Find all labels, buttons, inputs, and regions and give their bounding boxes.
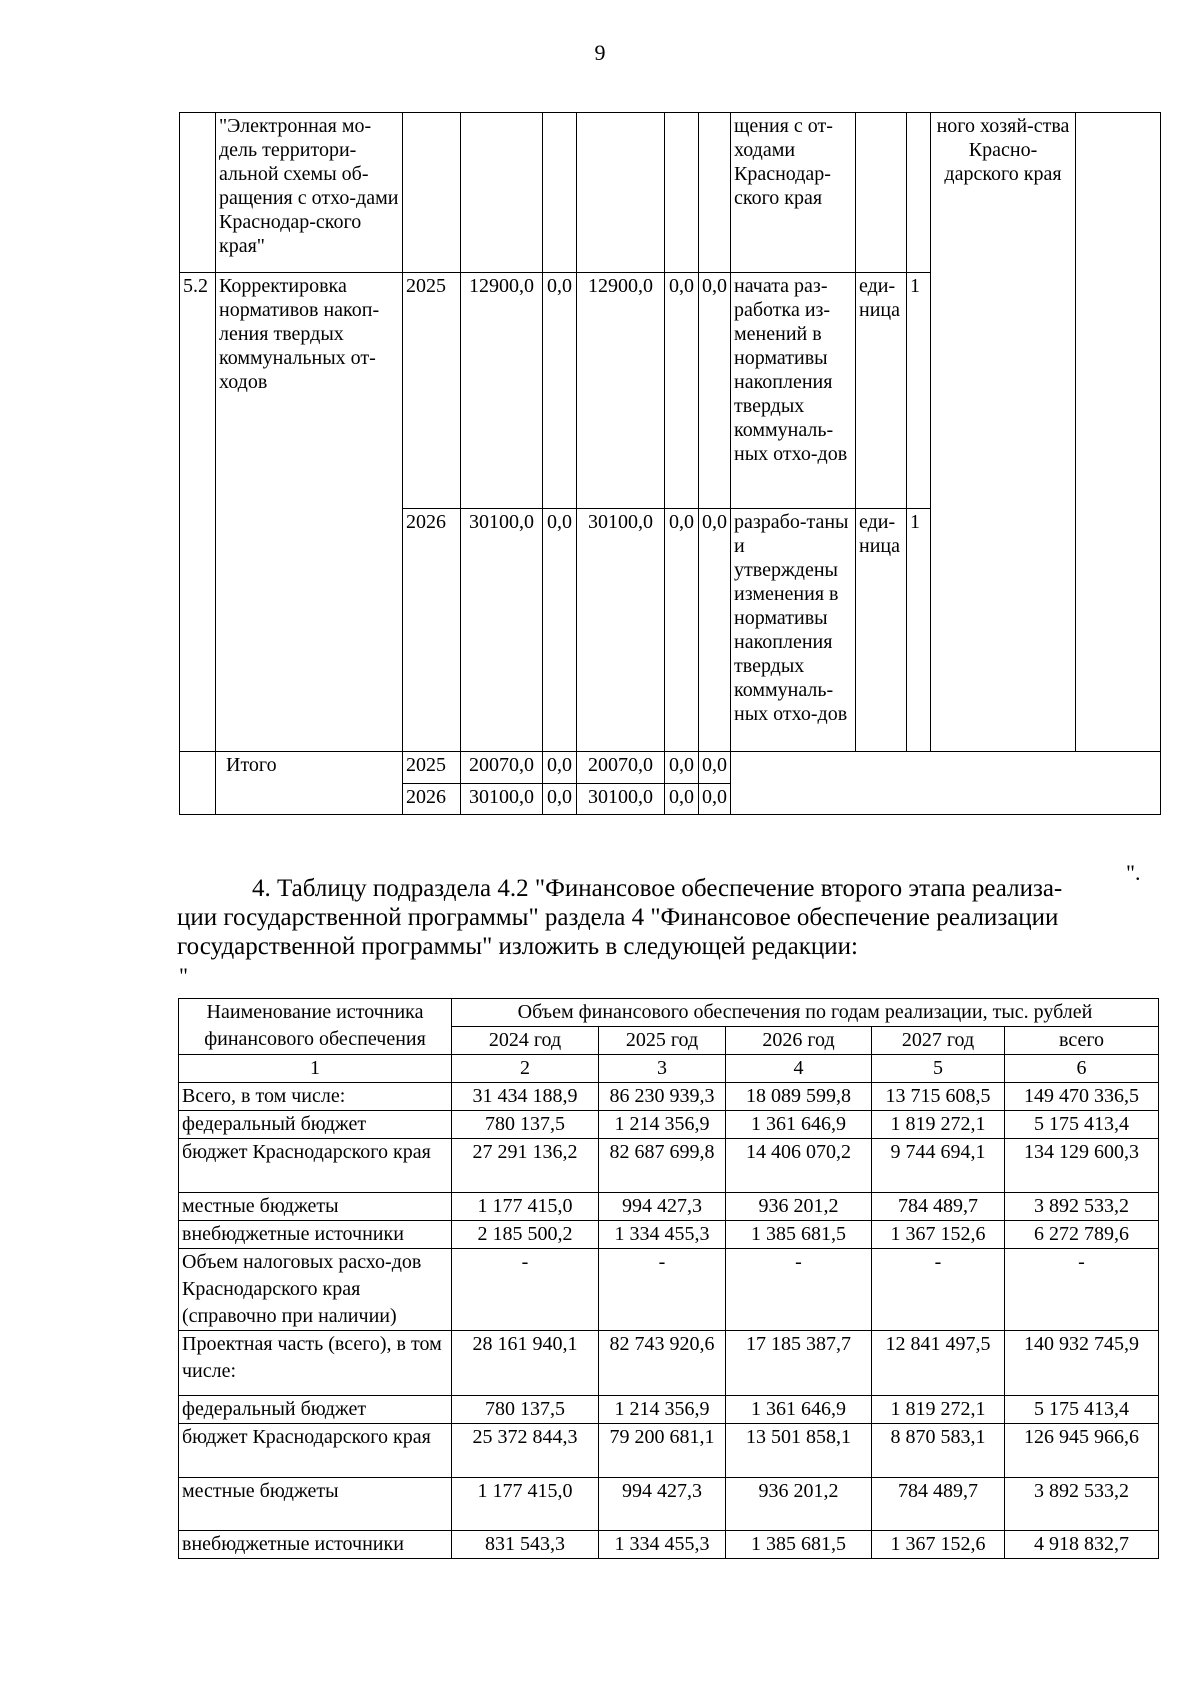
amount-cell: 14 406 070,2 bbox=[726, 1139, 872, 1193]
source-name: бюджет Краснодарского края bbox=[179, 1424, 452, 1478]
column-numbers-row bbox=[179, 1055, 1159, 1083]
source-header: Наименование источника финансового обеспечения bbox=[179, 999, 452, 1055]
table-row bbox=[179, 1396, 1159, 1424]
year-header: 2026 год bbox=[726, 1027, 872, 1055]
amount-cell: 1 361 646,9 bbox=[726, 1111, 872, 1139]
year: 2026 bbox=[403, 509, 461, 752]
amount-cell: 1 819 272,1 bbox=[872, 1111, 1005, 1139]
total: 30100,0 bbox=[461, 509, 543, 752]
table-row bbox=[179, 1221, 1159, 1249]
amount-cell: 149 470 336,5 bbox=[1005, 1083, 1159, 1111]
source-name: бюджет Краснодарского края bbox=[179, 1139, 452, 1193]
financing-table bbox=[178, 998, 1159, 1559]
amount-cell: 82 687 699,8 bbox=[599, 1139, 726, 1193]
regional: 20070,0 bbox=[577, 752, 665, 784]
amount-cell: 1 361 646,9 bbox=[726, 1396, 872, 1424]
paragraph-line: ции государственной программы" раздела 4 "Финансовое обеспечение реализации bbox=[177, 904, 1059, 931]
source-name: федеральный бюджет bbox=[179, 1111, 452, 1139]
amount-cell: 126 945 966,6 bbox=[1005, 1424, 1159, 1478]
amount-cell: 5 175 413,4 bbox=[1005, 1111, 1159, 1139]
table-row bbox=[179, 1111, 1159, 1139]
amount-cell: 784 489,7 bbox=[872, 1478, 1005, 1531]
table-row bbox=[179, 1249, 1159, 1331]
amount-cell: 831 543,3 bbox=[452, 1531, 599, 1559]
total-header: всего bbox=[1005, 1027, 1159, 1055]
amount-cell: 1 334 455,3 bbox=[599, 1531, 726, 1559]
amount-cell: - bbox=[452, 1249, 599, 1331]
column-number: 1 bbox=[179, 1055, 452, 1083]
amount-cell: 4 918 832,7 bbox=[1005, 1531, 1159, 1559]
table-row bbox=[179, 1531, 1159, 1559]
regional: 30100,0 bbox=[577, 509, 665, 752]
amendment-paragraph bbox=[177, 874, 1160, 961]
amount-cell: 134 129 600,3 bbox=[1005, 1139, 1159, 1193]
result-text: щения с от-ходами Краснодар-ского края bbox=[731, 113, 856, 273]
amount-cell: 1 177 415,0 bbox=[452, 1193, 599, 1221]
amount-cell: 784 489,7 bbox=[872, 1193, 1005, 1221]
total: 20070,0 bbox=[461, 752, 543, 784]
source-name: местные бюджеты bbox=[179, 1193, 452, 1221]
column-number: 2 bbox=[452, 1055, 599, 1083]
federal: 0,0 bbox=[543, 784, 577, 815]
amount-cell: 25 372 844,3 bbox=[452, 1424, 599, 1478]
year: 2026 bbox=[403, 784, 461, 815]
total: 30100,0 bbox=[461, 784, 543, 815]
source-name: Проектная часть (всего), в том числе: bbox=[179, 1331, 452, 1396]
column-number: 5 bbox=[872, 1055, 1005, 1083]
amount-cell: 1 177 415,0 bbox=[452, 1478, 599, 1531]
amount-cell: 1 214 356,9 bbox=[599, 1396, 726, 1424]
local: 0,0 bbox=[665, 752, 699, 784]
extrabudget: 0,0 bbox=[699, 509, 731, 752]
table-row bbox=[180, 752, 1161, 784]
federal: 0,0 bbox=[543, 273, 577, 509]
column-number: 3 bbox=[599, 1055, 726, 1083]
amount-cell: 936 201,2 bbox=[726, 1478, 872, 1531]
row-number: 5.2 bbox=[180, 273, 216, 752]
paragraph-line: 4. Таблицу подраздела 4.2 "Финансовое обеспечение второго этапа реализа- bbox=[252, 875, 1063, 902]
table-row bbox=[179, 1331, 1159, 1396]
unit: еди-ница bbox=[856, 509, 907, 752]
federal: 0,0 bbox=[543, 509, 577, 752]
amount-cell: 1 367 152,6 bbox=[872, 1531, 1005, 1559]
amount-cell: 79 200 681,1 bbox=[599, 1424, 726, 1478]
column-number: 4 bbox=[726, 1055, 872, 1083]
amount-cell: - bbox=[872, 1249, 1005, 1331]
result-text: начата раз-работка из-менений в нормативы накопления твердых коммуналь-ных отхо-дов bbox=[731, 273, 856, 509]
volume-header: Объем финансового обеспечения по годам реализации, тыс. рублей bbox=[452, 999, 1159, 1027]
amount-cell: 1 334 455,3 bbox=[599, 1221, 726, 1249]
amount-cell: 994 427,3 bbox=[599, 1193, 726, 1221]
result-text: разрабо-таны и утверждены изменения в нормативы накопления твердых коммуналь-ных отхо-дов bbox=[731, 509, 856, 752]
paragraph-line: государственной программы" изложить в следующей редакции: bbox=[177, 933, 858, 960]
amount-cell: 9 744 694,1 bbox=[872, 1139, 1005, 1193]
source-name: Объем налоговых расхо-дов Краснодарского края (справочно при наличии) bbox=[179, 1249, 452, 1331]
itogo-label: Итого bbox=[216, 752, 403, 815]
federal: 0,0 bbox=[543, 752, 577, 784]
source-name: федеральный бюджет bbox=[179, 1396, 452, 1424]
amount-cell: 27 291 136,2 bbox=[452, 1139, 599, 1193]
amount-cell: 1 214 356,9 bbox=[599, 1111, 726, 1139]
source-name: местные бюджеты bbox=[179, 1478, 452, 1531]
amount-cell: 936 201,2 bbox=[726, 1193, 872, 1221]
year: 2025 bbox=[403, 273, 461, 509]
year-header: 2025 год bbox=[599, 1027, 726, 1055]
local: 0,0 bbox=[665, 784, 699, 815]
amount-cell: 1 367 152,6 bbox=[872, 1221, 1005, 1249]
amount-cell: 5 175 413,4 bbox=[1005, 1396, 1159, 1424]
indicator-value: 1 bbox=[907, 273, 931, 509]
amount-cell: 1 385 681,5 bbox=[726, 1531, 872, 1559]
page-number: 9 bbox=[594, 40, 606, 65]
activities-table bbox=[179, 112, 1161, 815]
amount-cell: 86 230 939,3 bbox=[599, 1083, 726, 1111]
amount-cell: - bbox=[599, 1249, 726, 1331]
amount-cell: 12 841 497,5 bbox=[872, 1331, 1005, 1396]
amount-cell: 140 932 745,9 bbox=[1005, 1331, 1159, 1396]
amount-cell: 6 272 789,6 bbox=[1005, 1221, 1159, 1249]
amount-cell: 18 089 599,8 bbox=[726, 1083, 872, 1111]
year-header: 2024 год bbox=[452, 1027, 599, 1055]
opening-quote: " bbox=[179, 963, 188, 988]
regional: 12900,0 bbox=[577, 273, 665, 509]
amount-cell: 8 870 583,1 bbox=[872, 1424, 1005, 1478]
activity-name: "Электронная мо-дель территори-альной схемы об-ращения с отхо-дами Краснодар-ского края" bbox=[216, 113, 403, 273]
amount-cell: 82 743 920,6 bbox=[599, 1331, 726, 1396]
amount-cell: 1 819 272,1 bbox=[872, 1396, 1005, 1424]
extrabudget: 0,0 bbox=[699, 273, 731, 509]
closing-quote: ". bbox=[1126, 860, 1141, 885]
regional: 30100,0 bbox=[577, 784, 665, 815]
total: 12900,0 bbox=[461, 273, 543, 509]
amount-cell: 1 385 681,5 bbox=[726, 1221, 872, 1249]
indicator-value: 1 bbox=[907, 509, 931, 752]
unit: еди-ница bbox=[856, 273, 907, 509]
local: 0,0 bbox=[665, 273, 699, 509]
year: 2025 bbox=[403, 752, 461, 784]
table-row bbox=[180, 113, 1161, 273]
extrabudget: 0,0 bbox=[699, 784, 731, 815]
amount-cell: 13 501 858,1 bbox=[726, 1424, 872, 1478]
amount-cell: 31 434 188,9 bbox=[452, 1083, 599, 1111]
column-number: 6 bbox=[1005, 1055, 1159, 1083]
amount-cell: 994 427,3 bbox=[599, 1478, 726, 1531]
activity-name: Корректировка нормативов накоп-ления твердых коммунальных от-ходов bbox=[216, 273, 403, 752]
row-number bbox=[180, 113, 216, 273]
extrabudget: 0,0 bbox=[699, 752, 731, 784]
table-row bbox=[179, 1083, 1159, 1111]
amount-cell: 3 892 533,2 bbox=[1005, 1478, 1159, 1531]
amount-cell: 13 715 608,5 bbox=[872, 1083, 1005, 1111]
amount-cell: - bbox=[726, 1249, 872, 1331]
amount-cell: 28 161 940,1 bbox=[452, 1331, 599, 1396]
year-header: 2027 год bbox=[872, 1027, 1005, 1055]
amount-cell: 780 137,5 bbox=[452, 1396, 599, 1424]
table-row bbox=[179, 1139, 1159, 1193]
table-row bbox=[179, 1478, 1159, 1531]
amount-cell: 780 137,5 bbox=[452, 1111, 599, 1139]
header-row bbox=[179, 999, 1159, 1027]
executor: ного хозяй-ства Красно-дарского края bbox=[931, 113, 1076, 752]
source-name: внебюджетные источники bbox=[179, 1531, 452, 1559]
amount-cell: 3 892 533,2 bbox=[1005, 1193, 1159, 1221]
table-row bbox=[179, 1424, 1159, 1478]
amount-cell: 17 185 387,7 bbox=[726, 1331, 872, 1396]
source-name: внебюджетные источники bbox=[179, 1221, 452, 1249]
amount-cell: 2 185 500,2 bbox=[452, 1221, 599, 1249]
amount-cell: - bbox=[1005, 1249, 1159, 1331]
local: 0,0 bbox=[665, 509, 699, 752]
source-name: Всего, в том числе: bbox=[179, 1083, 452, 1111]
table-row bbox=[179, 1193, 1159, 1221]
financing-rows bbox=[179, 1083, 1159, 1559]
